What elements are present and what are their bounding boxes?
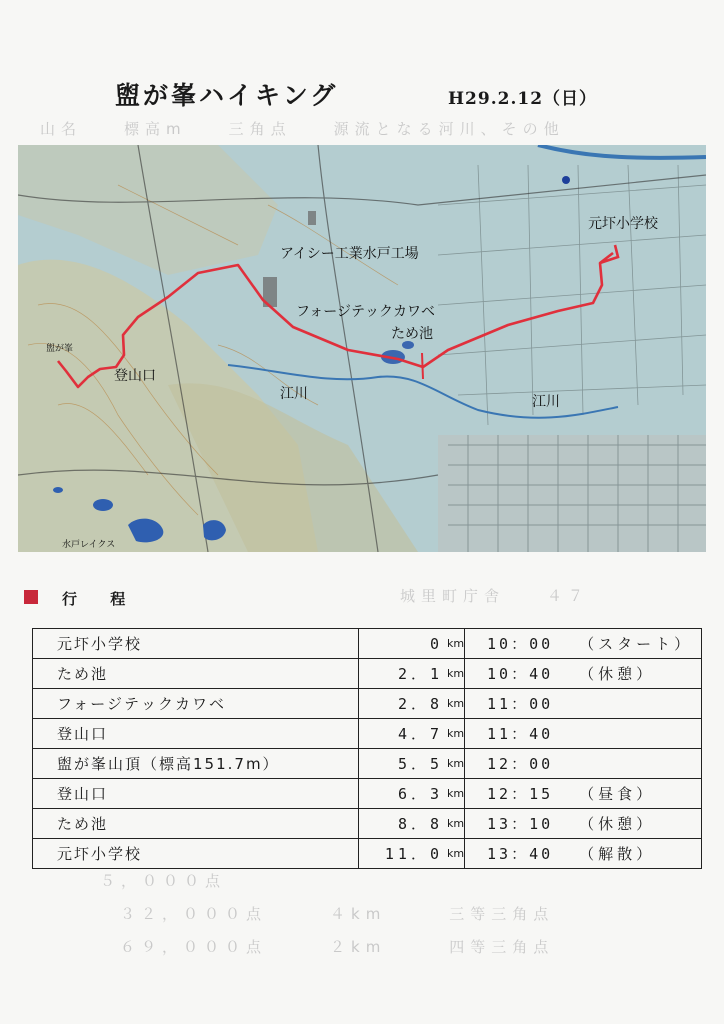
table-row (33, 659, 702, 689)
itinerary-distance-unit: km (447, 689, 465, 719)
itinerary-time: 10：00 (465, 629, 576, 659)
map-label-forge: フォージテックカワベ (296, 304, 436, 320)
itinerary-distance-unit: km (447, 839, 465, 869)
itinerary-place: 登山口 (33, 779, 359, 809)
map-label-peak: 盥が峯 (46, 344, 74, 354)
itinerary-place: フォージテックカワベ (33, 689, 359, 719)
section-marker-icon (24, 590, 38, 604)
bleed-through-text: ６９，０００点 ２km 四等三角点 (120, 938, 555, 956)
itinerary-note: （昼食） (575, 779, 701, 809)
itinerary-time: 11：00 (465, 689, 576, 719)
itinerary-distance-unit: km (447, 809, 465, 839)
map-label-pond: ため池 (391, 326, 433, 342)
itinerary-distance-unit: km (447, 779, 465, 809)
itinerary-table (32, 628, 702, 869)
table-row (33, 689, 702, 719)
itinerary-place: 元圷小学校 (33, 839, 359, 869)
map-label-trailhead: 登山口 (114, 368, 156, 384)
itinerary-note: （休憩） (575, 659, 701, 689)
bleed-through-text: ５，０００点 (100, 872, 227, 890)
itinerary-place: ため池 (33, 809, 359, 839)
itinerary-distance-unit: km (447, 629, 465, 659)
itinerary-time: 13：40 (465, 839, 576, 869)
itinerary-distance-unit: km (447, 659, 465, 689)
itinerary-time: 12：15 (465, 779, 576, 809)
itinerary-time: 11：40 (465, 719, 576, 749)
itinerary-distance: 0 (359, 629, 448, 659)
table-row (33, 629, 702, 659)
page-title: 盥が峯ハイキング (115, 81, 339, 110)
itinerary-note: （休憩） (575, 809, 701, 839)
itinerary-distance: 2．8 (359, 689, 448, 719)
map-label-lake: 水戸レイクス (62, 540, 116, 550)
itinerary-distance: 2．1 (359, 659, 448, 689)
itinerary-distance: 4．7 (359, 719, 448, 749)
itinerary-distance-unit: km (447, 749, 465, 779)
itinerary-note: （解散） (575, 839, 701, 869)
event-date: H29.2.12（日） (448, 89, 598, 109)
table-row (33, 749, 702, 779)
itinerary-heading: 行 程 (62, 590, 140, 608)
itinerary-place: 登山口 (33, 719, 359, 749)
itinerary-note (575, 689, 701, 719)
itinerary-place: 盥が峯山頂（標高151.7m） (33, 749, 359, 779)
itinerary-note (575, 719, 701, 749)
table-row (33, 839, 702, 869)
map-label-river-west: 江川 (280, 386, 308, 402)
route-map (18, 145, 706, 552)
bleed-through-text: 山名 標高m 三角点 源流となる河川、その他 (40, 120, 565, 138)
itinerary-time: 13：10 (465, 809, 576, 839)
map-label-school: 元圷小学校 (588, 216, 658, 232)
itinerary-note: （スタート） (575, 629, 701, 659)
map-label-factory: アイシー工業水戸工場 (280, 246, 419, 262)
table-row (33, 809, 702, 839)
itinerary-distance-unit: km (447, 719, 465, 749)
bleed-through-text: 城里町庁舎 ４７ (400, 587, 590, 605)
itinerary-distance: 5．5 (359, 749, 448, 779)
itinerary-place: ため池 (33, 659, 359, 689)
itinerary-time: 10：40 (465, 659, 576, 689)
bleed-through-text: ３２，０００点 ４km 三等三角点 (120, 905, 555, 923)
itinerary-place: 元圷小学校 (33, 629, 359, 659)
itinerary-note (575, 749, 701, 779)
itinerary-distance: 11．0 (359, 839, 448, 869)
map-graphic (18, 145, 706, 552)
table-row (33, 779, 702, 809)
map-label-river-east: 江川 (532, 394, 560, 410)
itinerary-time: 12：00 (465, 749, 576, 779)
itinerary-distance: 8．8 (359, 809, 448, 839)
itinerary-distance: 6．3 (359, 779, 448, 809)
table-row (33, 719, 702, 749)
